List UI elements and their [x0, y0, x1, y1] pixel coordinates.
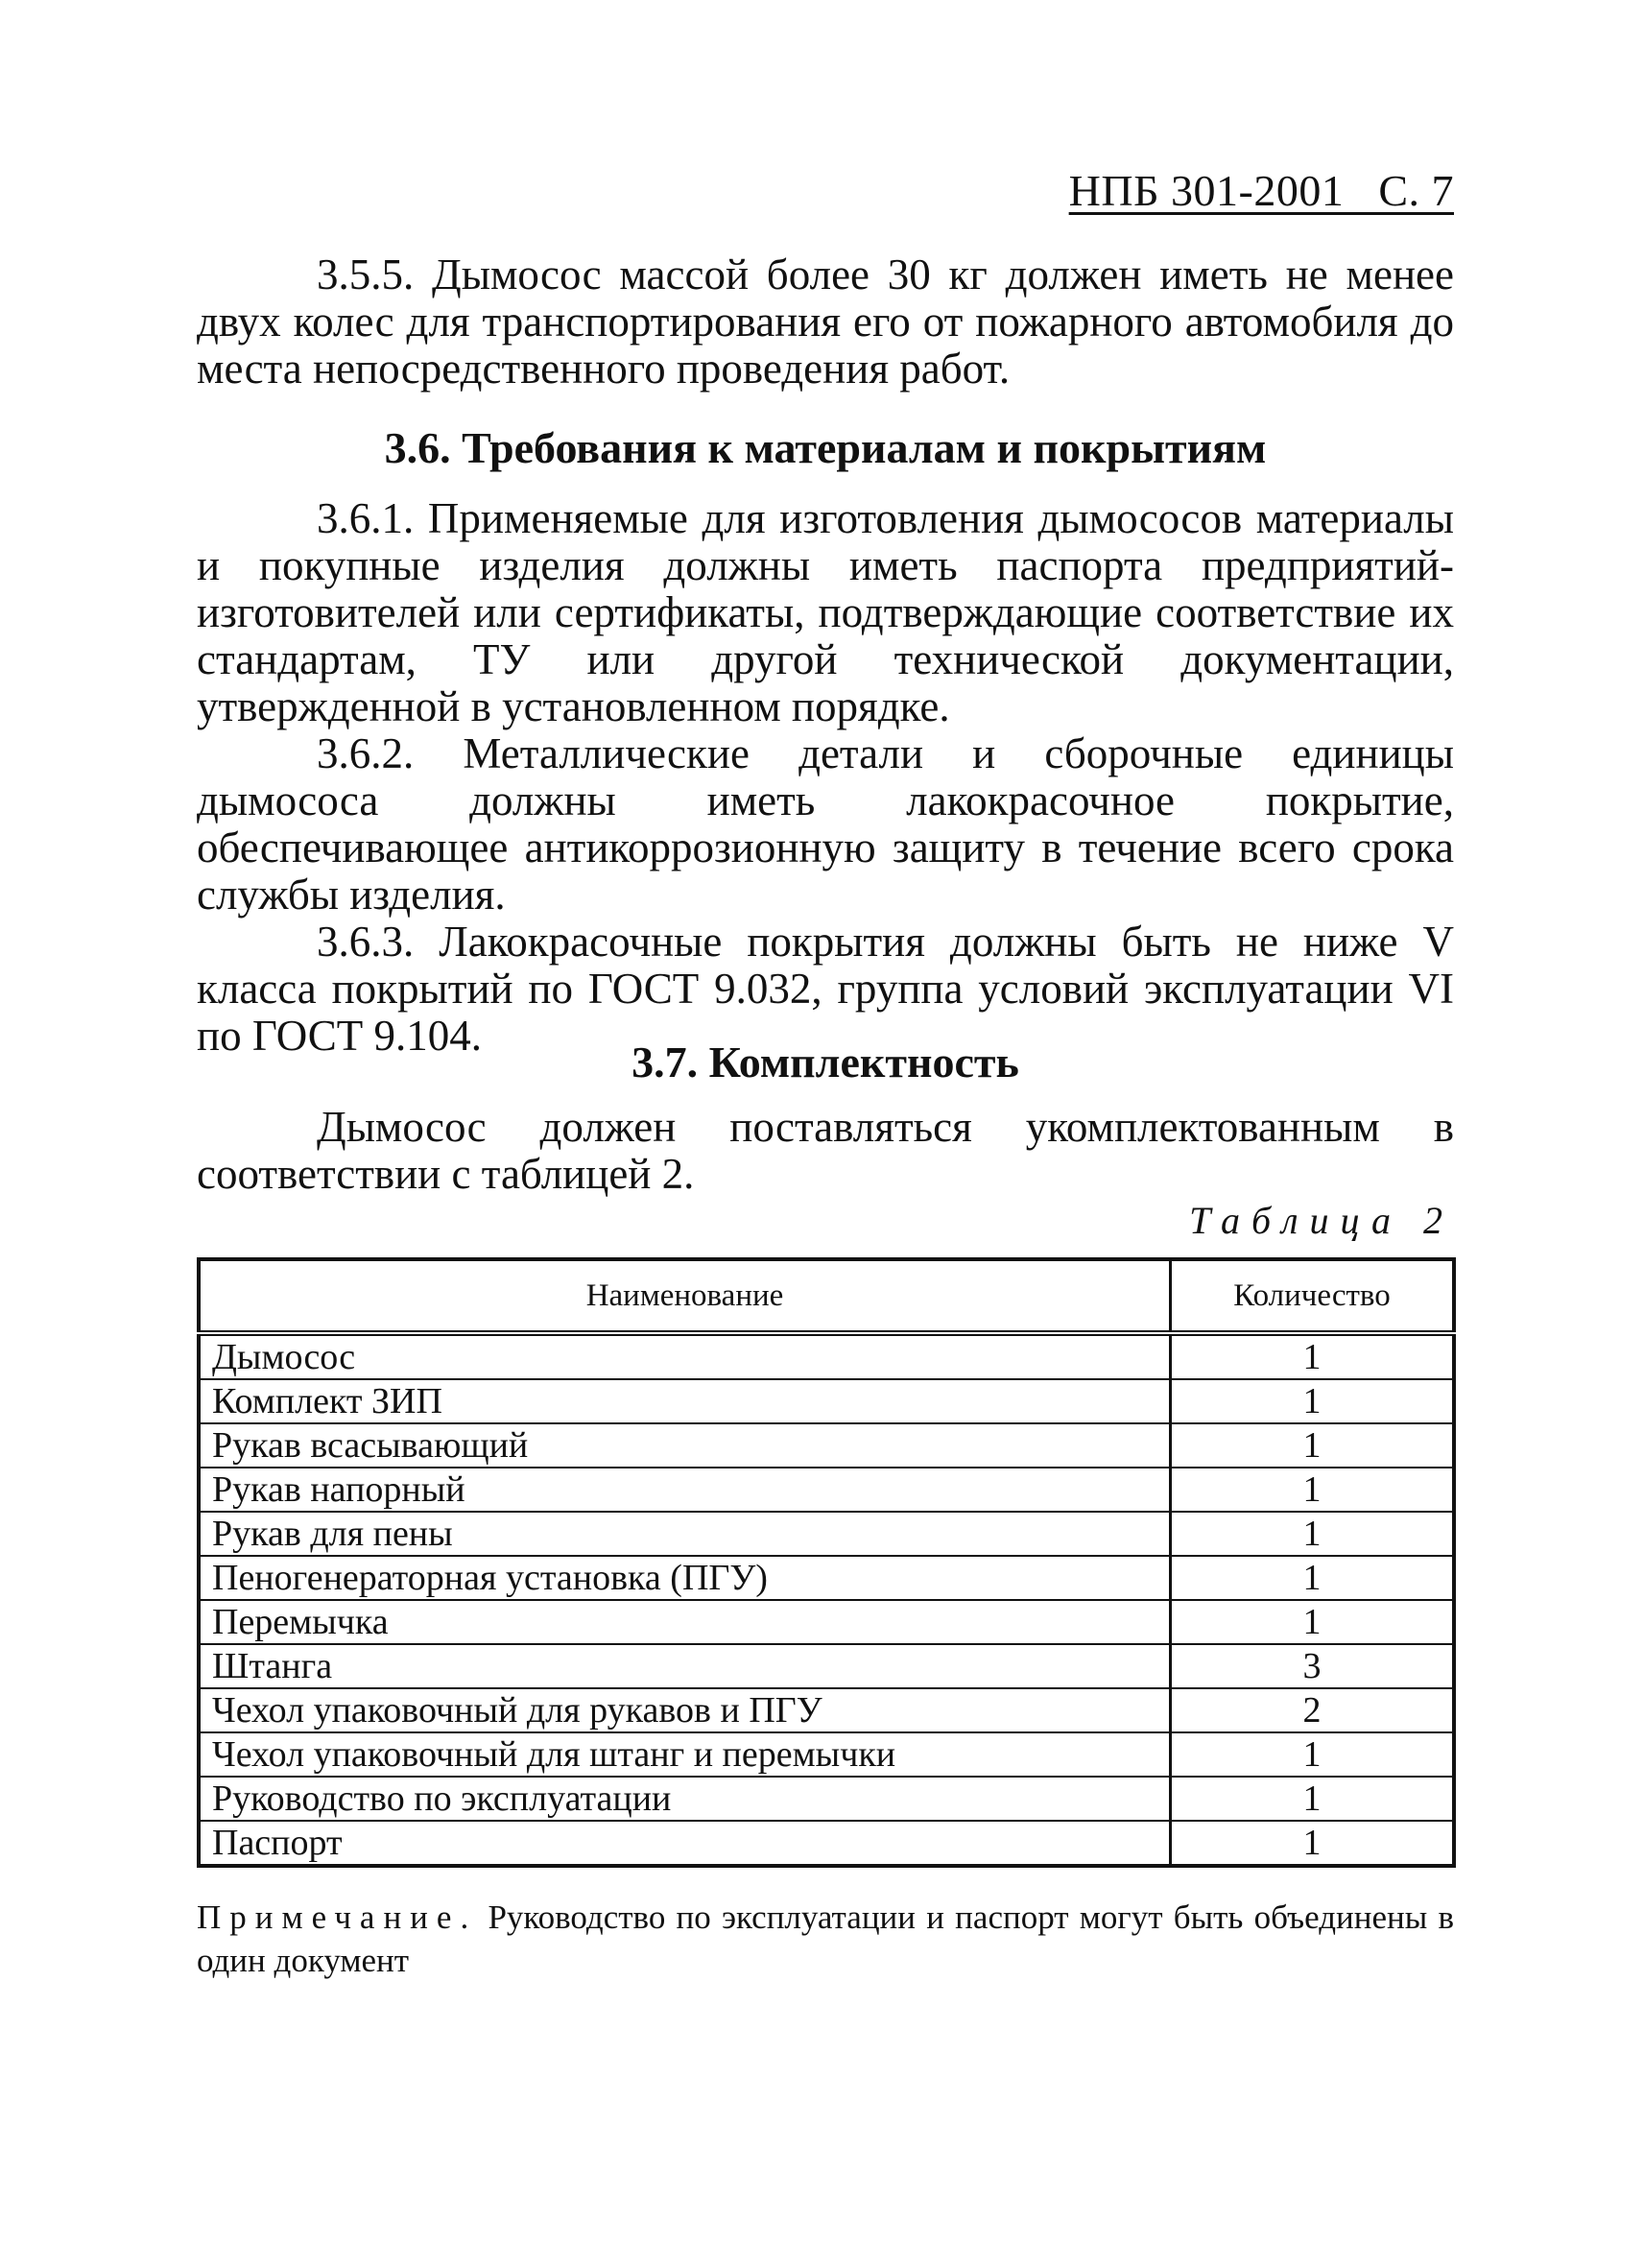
table-row: [199, 1732, 1454, 1777]
section-3-7-body: [197, 1104, 1454, 1198]
table-caption: Таблица 2: [1189, 1199, 1454, 1242]
row-qty: 1: [1171, 1423, 1455, 1468]
row-name: Дымосос: [199, 1333, 1171, 1379]
section-3-7: [197, 1037, 1454, 1087]
table-row: [199, 1600, 1454, 1644]
table-note: [197, 1896, 1454, 1982]
row-qty: 1: [1171, 1333, 1455, 1379]
row-name: Руководство по эксплуатации: [199, 1777, 1171, 1821]
table-row: [199, 1821, 1454, 1866]
row-qty: 3: [1171, 1644, 1455, 1688]
note-label: Примечание.: [197, 1898, 478, 1936]
row-name: Рукав всасывающий: [199, 1423, 1171, 1468]
row-qty: 1: [1171, 1777, 1455, 1821]
table-row: [199, 1644, 1454, 1688]
row-name: Паспорт: [199, 1821, 1171, 1866]
table-row: [199, 1556, 1454, 1600]
table-row: [199, 1777, 1454, 1821]
row-qty: 1: [1171, 1512, 1455, 1556]
section-title-3-7: 3.7. Комплектность: [631, 1038, 1019, 1086]
equipment-table: [197, 1257, 1456, 1868]
row-name: Чехол упаковочный для штанг и перемычки: [199, 1732, 1171, 1777]
row-name: Рукав напорный: [199, 1468, 1171, 1512]
paragraph-3-6-3: 3.6.3. Лакокрасочные покрытия должны быть не ниже V класса покрытий по ГОСТ 9.032, группа условий эксплуатации VI по ГОСТ 9.104.: [197, 918, 1454, 1060]
row-qty: 1: [1171, 1821, 1455, 1866]
section-3-5-5: [197, 251, 1454, 393]
paragraph-3-5-5: 3.5.5. Дымосос массой более 30 кг должен иметь не менее двух колес для транспортирования его от пожарного автомобиля до места непосредственного проведения работ.: [197, 251, 1454, 393]
row-qty: 1: [1171, 1600, 1455, 1644]
table-row: [199, 1468, 1454, 1512]
column-header-name: Наименование: [199, 1259, 1171, 1333]
row-name: Рукав для пены: [199, 1512, 1171, 1556]
paragraph-3-7: Дымосос должен поставляться укомплектованным в соответствии с таблицей 2.: [197, 1103, 1454, 1198]
note-text: Руководство по эксплуатации и паспорт могут быть объединены в один документ: [197, 1898, 1454, 1979]
row-qty: 1: [1171, 1468, 1455, 1512]
row-qty: 1: [1171, 1732, 1455, 1777]
section-3-6: [197, 422, 1454, 473]
page-header: НПБ 301-2001 С. 7: [1068, 166, 1454, 215]
table-row: [199, 1423, 1454, 1468]
table-row: [199, 1379, 1454, 1423]
row-name: Чехол упаковочный для рукавов и ПГУ: [199, 1688, 1171, 1732]
row-name: Штанга: [199, 1644, 1171, 1688]
paragraph-3-6-2: 3.6.2. Металлические детали и сборочные единицы дымососа должны иметь лакокрасочное покрытие, обеспечивающее антикоррозионную защиту в течение всего срока службы изделия.: [197, 729, 1454, 919]
row-qty: 1: [1171, 1556, 1455, 1600]
table-row: [199, 1333, 1454, 1379]
column-header-qty: Количество: [1171, 1259, 1455, 1333]
section-title-3-6: 3.6. Требования к материалам и покрытиям: [384, 423, 1267, 472]
row-name: Пеногенераторная установка (ПГУ): [199, 1556, 1171, 1600]
row-name: Перемычка: [199, 1600, 1171, 1644]
row-name: Комплект ЗИП: [199, 1379, 1171, 1423]
table-header-row: [199, 1259, 1454, 1333]
row-qty: 1: [1171, 1379, 1455, 1423]
row-qty: 2: [1171, 1688, 1455, 1732]
section-3-6-body: [197, 495, 1454, 1060]
table-row: [199, 1688, 1454, 1732]
paragraph-3-6-1: 3.6.1. Применяемые для изготовления дымососов материалы и покупные изделия должны иметь паспорта предприятий-изготовителей или сертификаты, подтверждающие соответствие их стандартам, ТУ или другой технической документации, утвержденной в установленном порядке.: [197, 494, 1454, 730]
table-row: [199, 1512, 1454, 1556]
